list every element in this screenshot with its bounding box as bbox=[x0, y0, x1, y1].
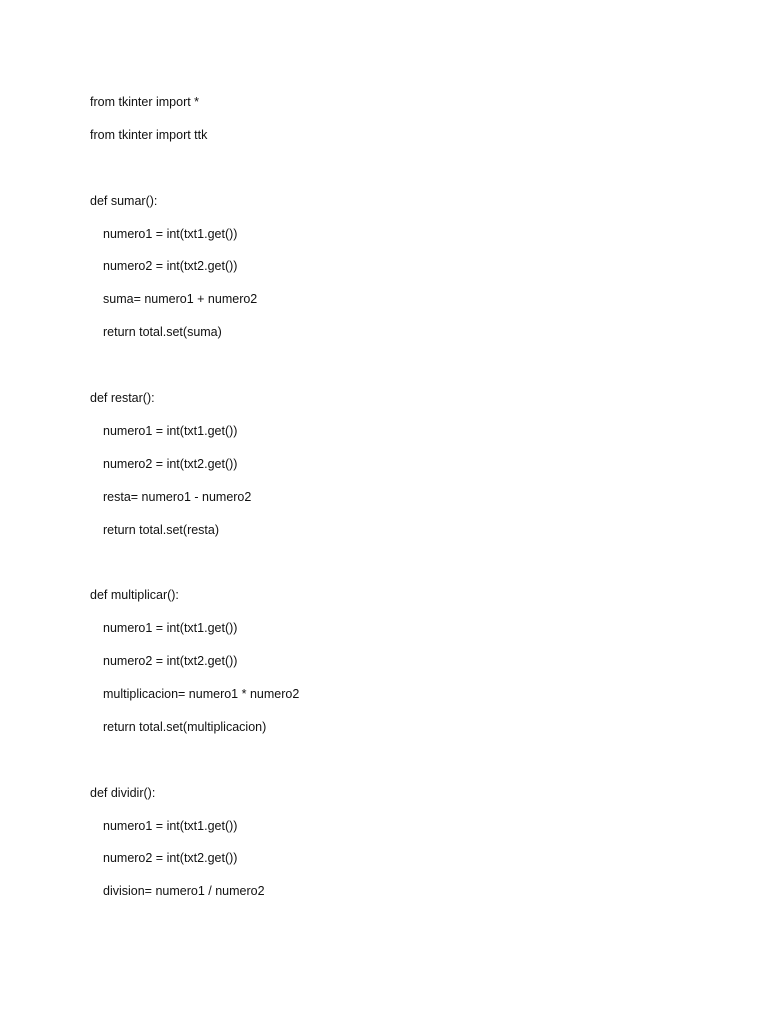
code-line: def dividir(): bbox=[90, 785, 156, 800]
blank-line bbox=[90, 553, 730, 586]
code-line-indented: numero2 = int(txt2.get()) bbox=[103, 654, 238, 669]
code-line-indented: return total.set(multiplicacion) bbox=[103, 719, 267, 734]
code-line-indented: resta= numero1 - numero2 bbox=[103, 489, 252, 504]
code-line-indented: numero2 = int(txt2.get()) bbox=[103, 259, 238, 274]
blank-line bbox=[90, 356, 730, 389]
code-line-indented: numero1 = int(txt1.get()) bbox=[103, 621, 238, 636]
code-line-indented: numero1 = int(txt1.get()) bbox=[103, 423, 238, 438]
code-line-indented: numero1 = int(txt1.get()) bbox=[103, 818, 238, 833]
code-line-indented: numero1 = int(txt1.get()) bbox=[103, 226, 238, 241]
code-line-indented: division= numero1 / numero2 bbox=[103, 884, 265, 899]
code-line: from tkinter import ttk bbox=[90, 127, 208, 142]
code-line-indented: return total.set(resta) bbox=[103, 522, 220, 537]
code-line: from tkinter import * bbox=[90, 95, 200, 109]
code-text-block bbox=[90, 93, 730, 915]
code-line: def sumar(): bbox=[90, 193, 158, 208]
code-line-indented: numero2 = int(txt2.get()) bbox=[103, 851, 238, 866]
code-line: def restar(): bbox=[90, 391, 155, 406]
code-line-indented: return total.set(suma) bbox=[103, 325, 222, 340]
blank-line bbox=[90, 159, 730, 192]
blank-line bbox=[90, 751, 730, 784]
code-line-indented: multiplicacion= numero1 * numero2 bbox=[103, 687, 300, 702]
code-line-indented: numero2 = int(txt2.get()) bbox=[103, 456, 238, 471]
code-line: def multiplicar(): bbox=[90, 588, 179, 603]
code-line-indented: suma= numero1 + numero2 bbox=[103, 292, 258, 307]
